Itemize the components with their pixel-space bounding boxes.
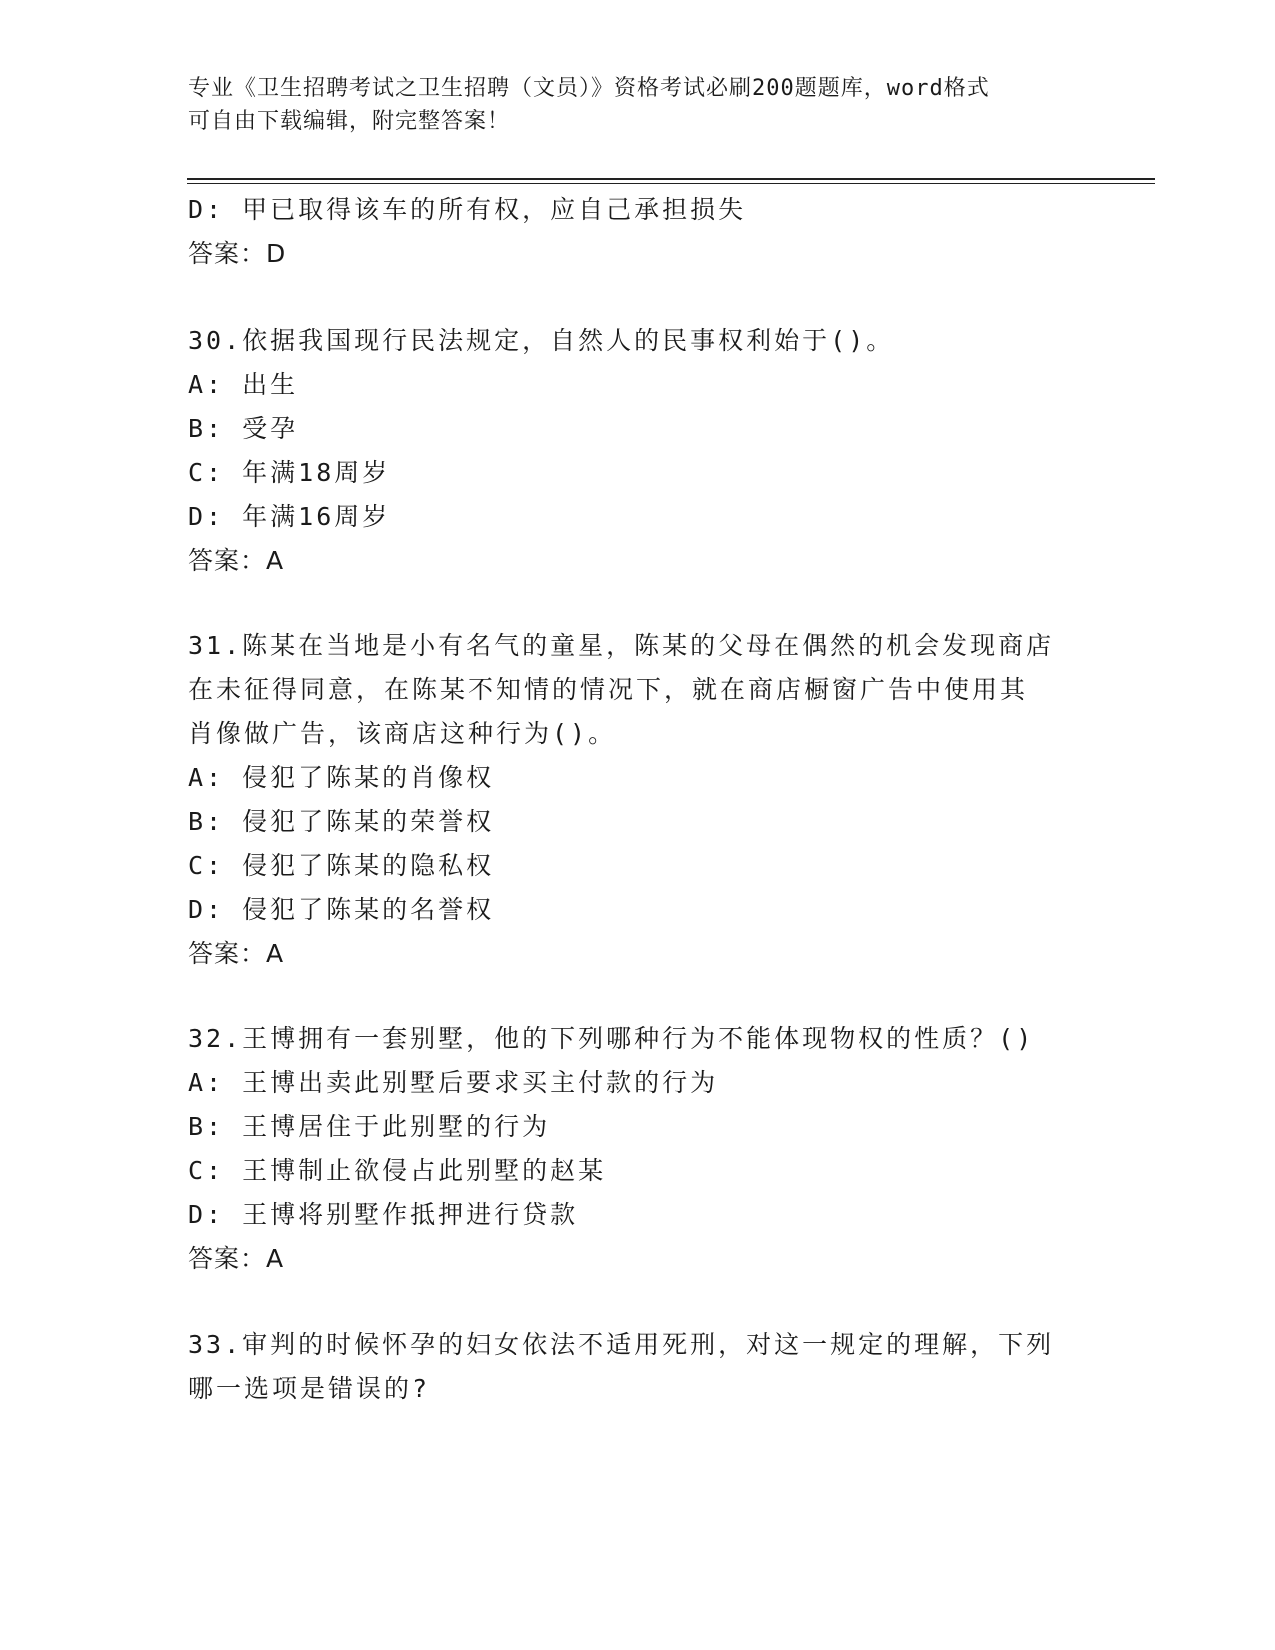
answer: 答案：A — [188, 546, 285, 575]
prev-option-d: D: 甲已取得该车的所有权，应自己承担损失 — [188, 195, 747, 224]
header-rule-thin — [187, 183, 1155, 184]
question-stem: 30.依据我国现行民法规定，自然人的民事权利始于()。 — [188, 326, 895, 355]
option-b: B: 受孕 — [188, 414, 299, 443]
question-stem-line-1: 31.陈某在当地是小有名气的童星，陈某的父母在偶然的机会发现商店 — [188, 631, 1055, 660]
header-line-2: 可自由下载编辑，附完整答案！ — [188, 109, 511, 134]
option-a: A: 王博出卖此别墅后要求买主付款的行为 — [188, 1068, 719, 1097]
option-b: B: 王博居住于此别墅的行为 — [188, 1112, 551, 1141]
header-rule-thick — [187, 178, 1155, 180]
header-line-1: 专业《卫生招聘考试之卫生招聘（文员）》资格考试必刷200题题库，word格式 — [188, 76, 990, 101]
option-c: C: 侵犯了陈某的隐私权 — [188, 851, 495, 880]
option-b: B: 侵犯了陈某的荣誉权 — [188, 807, 495, 836]
page-header — [188, 72, 1088, 138]
option-d: D: 侵犯了陈某的名誉权 — [188, 895, 495, 924]
question-stem-line-2: 哪一选项是错误的? — [188, 1374, 431, 1403]
question-stem-line-3: 肖像做广告，该商店这种行为()。 — [188, 719, 617, 748]
prev-answer: 答案：D — [188, 239, 287, 268]
option-a: A: 出生 — [188, 370, 299, 399]
question-stem: 32.王博拥有一套别墅，他的下列哪种行为不能体现物权的性质？() — [188, 1024, 1035, 1053]
option-d: D: 王博将别墅作抵押进行贷款 — [188, 1200, 579, 1229]
answer: 答案：A — [188, 1244, 285, 1273]
question-stem-line-1: 33.审判的时候怀孕的妇女依法不适用死刑，对这一规定的理解，下列 — [188, 1330, 1055, 1359]
option-c: C: 年满18周岁 — [188, 458, 391, 487]
option-d: D: 年满16周岁 — [188, 502, 391, 531]
answer: 答案：A — [188, 939, 285, 968]
question-stem-line-2: 在未征得同意，在陈某不知情的情况下，就在商店橱窗广告中使用其 — [188, 675, 1029, 704]
option-a: A: 侵犯了陈某的肖像权 — [188, 763, 495, 792]
option-c: C: 王博制止欲侵占此别墅的赵某 — [188, 1156, 607, 1185]
